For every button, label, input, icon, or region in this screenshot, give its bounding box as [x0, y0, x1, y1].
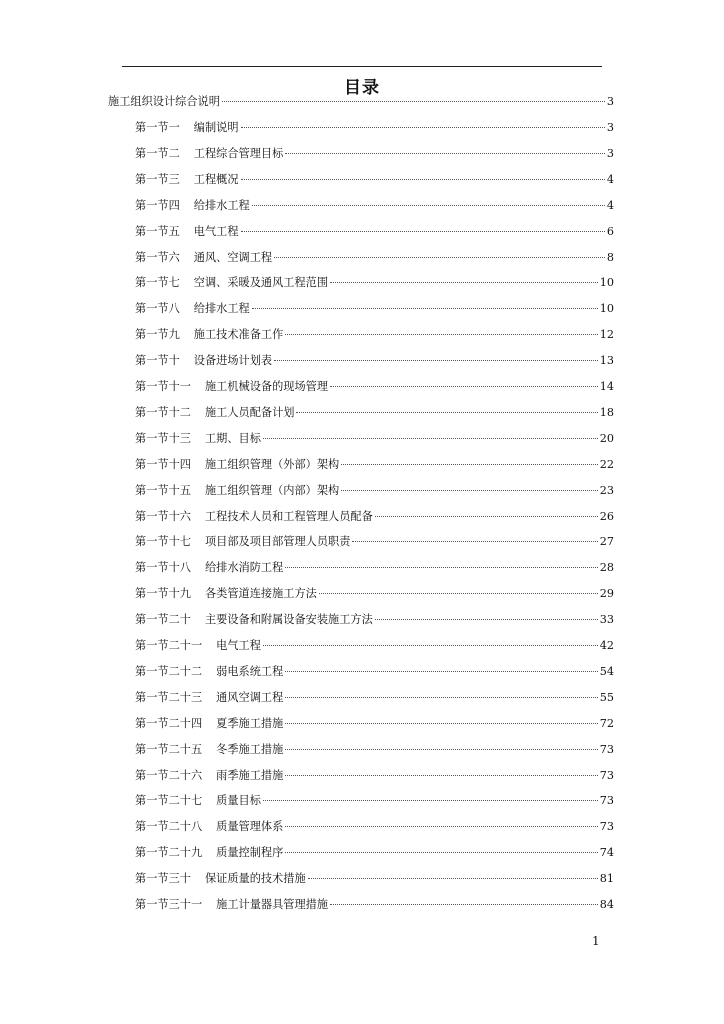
toc-entry-page: 33: [599, 613, 614, 627]
toc-entry-label: [135, 120, 239, 136]
toc-entry-number: 第一节二十三: [135, 690, 203, 704]
toc-entry[interactable]: [135, 768, 614, 784]
toc-entry-number: 第一节九: [135, 328, 180, 342]
toc-entry-number: 第一节十: [135, 354, 180, 368]
toc-entry-text: 编制说明: [193, 121, 239, 134]
toc-entry-page: 54: [599, 664, 614, 678]
dot-leader: [274, 257, 605, 258]
dot-leader: [252, 205, 605, 206]
toc-entry-page: 3: [606, 146, 614, 160]
toc-entry-page: 4: [606, 172, 614, 186]
toc-entry-page: 27: [599, 535, 614, 549]
toc-entry[interactable]: [135, 224, 614, 240]
toc-entry[interactable]: [135, 405, 614, 421]
dot-leader: [330, 386, 598, 387]
toc-entry-page: 73: [599, 820, 614, 834]
toc-entry-page: 23: [599, 483, 614, 497]
toc-entry-text: 弱电系统工程: [216, 664, 284, 678]
toc-entry-number: 第一节十二: [135, 405, 191, 419]
toc-entry[interactable]: [135, 612, 614, 628]
toc-entry-page: 74: [599, 846, 614, 860]
toc-entry-page: 13: [599, 354, 614, 368]
dot-leader: [375, 619, 598, 620]
toc-entry-page: 42: [599, 639, 614, 652]
dot-leader: [330, 904, 598, 905]
toc-entry-text: 空调、采暖及通风工程范围: [193, 276, 329, 290]
dot-leader: [285, 723, 597, 724]
toc-entry-label: [135, 897, 328, 913]
toc-entry-label: [135, 146, 283, 162]
page-number: 1: [592, 934, 600, 948]
toc-entry-number: 第一节二十八: [135, 820, 203, 834]
toc-entry-page: 81: [599, 872, 614, 886]
dot-leader: [241, 231, 605, 232]
toc-entry-text: 施工机械设备的现场管理: [204, 380, 329, 393]
dot-leader: [222, 101, 605, 102]
toc-entry-page: 14: [599, 380, 614, 393]
toc-entry-label: [135, 172, 239, 188]
toc-entry[interactable]: [135, 301, 614, 317]
toc-entry-text: 施工组织管理（内部）架构: [204, 483, 340, 497]
dot-leader: [341, 464, 598, 465]
toc-entry[interactable]: [135, 146, 614, 162]
toc-entry-number: 第一节一: [135, 121, 180, 134]
toc-entry-text: 电气工程: [216, 639, 261, 652]
toc-entry-label: [135, 560, 283, 576]
dot-leader: [330, 282, 598, 283]
toc-entry-label: [135, 301, 250, 317]
toc-entry[interactable]: [135, 431, 614, 447]
toc-entry[interactable]: [135, 379, 614, 395]
dot-leader: [308, 878, 598, 879]
toc-entry-number: 第一节十三: [135, 431, 191, 445]
toc-entry-label: [135, 638, 261, 654]
toc-entry[interactable]: [135, 327, 614, 343]
toc-entry-page: 6: [606, 224, 614, 238]
toc-entry[interactable]: [135, 664, 614, 680]
toc-entry-label: [135, 793, 261, 809]
toc-entry-label: [135, 509, 373, 525]
dot-leader: [296, 412, 597, 413]
toc-entry[interactable]: [135, 742, 614, 758]
dot-leader: [285, 334, 597, 335]
toc-entry-page: 3: [606, 121, 614, 134]
toc-entry-number: 第一节十八: [135, 561, 191, 575]
toc-entry-page: 3: [606, 95, 614, 108]
toc-entry-number: 第一节二十六: [135, 768, 203, 782]
toc-entry-label: [135, 845, 283, 861]
dot-leader: [274, 360, 598, 361]
toc-entry[interactable]: [135, 638, 614, 654]
toc-entry-number: 第一节二十七: [135, 794, 203, 808]
dot-leader: [252, 308, 598, 309]
toc-entry-text: 工期、目标: [204, 431, 261, 445]
toc-entry[interactable]: [135, 172, 614, 188]
toc-entry[interactable]: [135, 509, 614, 525]
toc-entry-text: 工程综合管理目标: [193, 146, 284, 160]
header-rule: [122, 66, 602, 67]
toc-entry-page: 12: [599, 328, 614, 342]
toc-entry[interactable]: [135, 250, 614, 266]
toc-entry[interactable]: [135, 275, 614, 291]
toc-entry-label: [135, 198, 250, 214]
toc-entry-label: [135, 275, 328, 291]
toc-entry[interactable]: [135, 690, 614, 706]
toc-entry[interactable]: [135, 457, 614, 473]
toc-entry-number: 第一节二十二: [135, 664, 203, 678]
toc-entry-number: 第一节二十四: [135, 716, 203, 730]
dot-leader: [285, 567, 597, 568]
toc-entry-page: 73: [599, 742, 614, 756]
toc-entry-number: 第一节六: [135, 250, 180, 264]
toc-entry[interactable]: [135, 716, 614, 732]
toc-entry-label: [135, 871, 306, 887]
toc-entry-text: 施工组织管理（外部）架构: [204, 457, 340, 471]
toc-entry-label: [135, 224, 239, 240]
toc-entry-text: 给排水工程: [193, 198, 250, 212]
toc-entry[interactable]: [135, 845, 614, 861]
dot-leader: [241, 179, 605, 180]
toc-entry-page: 55: [599, 690, 614, 704]
toc-entry-text: 主要设备和附属设备安装施工方法: [204, 613, 373, 627]
toc-entry-number: 第一节二: [135, 146, 180, 160]
toc-entry-number: 第一节八: [135, 302, 180, 316]
toc-entry-page: 8: [606, 250, 614, 264]
toc-entry-label: [135, 483, 339, 499]
toc-entry-number: 第一节二十一: [135, 639, 203, 652]
dot-leader: [263, 645, 598, 646]
toc-entry-label: [135, 742, 283, 758]
toc-entry-text: 电气工程: [193, 224, 239, 238]
toc-entry[interactable]: [135, 871, 614, 887]
toc-entry-text: 通风空调工程: [216, 690, 284, 704]
toc-entry[interactable]: [135, 819, 614, 835]
dot-leader: [341, 490, 598, 491]
toc-entry-page: 73: [599, 768, 614, 782]
dot-leader: [241, 127, 605, 128]
toc-entry-page: 22: [599, 457, 614, 471]
toc-entry-page: 20: [599, 431, 614, 445]
toc-entry-number: 第一节二十九: [135, 846, 203, 860]
toc-entry-label: [135, 768, 283, 784]
dot-leader: [263, 438, 598, 439]
dot-leader: [285, 775, 597, 776]
toc-entry-label: [135, 405, 294, 421]
toc-entry-text: 项目部及项目部管理人员职责: [204, 535, 351, 549]
toc-entry-label: [135, 690, 283, 706]
dot-leader: [285, 749, 597, 750]
toc-entry-page: 4: [606, 198, 614, 212]
toc-entry-text: 质量管理体系: [216, 820, 284, 834]
toc-entry-text: 施工人员配备计划: [204, 405, 295, 419]
toc-entry-page: 10: [599, 302, 614, 316]
toc-entry-text: 施工计量器具管理措施: [216, 898, 329, 911]
toc-entry-number: 第一节七: [135, 276, 180, 290]
toc-entry[interactable]: [135, 897, 614, 913]
toc-entry-label: [135, 431, 261, 447]
dot-leader: [285, 153, 605, 154]
toc-entry-label: [135, 457, 339, 473]
dot-leader: [375, 516, 598, 517]
toc-entry-text: 给排水消防工程: [204, 561, 284, 575]
toc-entry[interactable]: [135, 534, 614, 550]
toc-entry-text: 给排水工程: [193, 302, 250, 316]
toc-entry-text: 通风、空调工程: [193, 250, 273, 264]
toc-entry-text: 各类管道连接施工方法: [204, 587, 317, 601]
toc-entry-label: [135, 586, 317, 602]
toc-entry-number: 第一节二十五: [135, 742, 203, 756]
toc-entry-page: 26: [599, 509, 614, 523]
toc-entry-page: 73: [599, 794, 614, 808]
toc-entry-text: 质量目标: [216, 794, 261, 808]
dot-leader: [319, 593, 598, 594]
toc-entry-page: 18: [599, 405, 614, 419]
toc-entry-number: 第一节三十: [135, 872, 191, 886]
toc-entry-number: 第一节四: [135, 198, 180, 212]
toc-entry-text: 施工技术准备工作: [193, 328, 284, 342]
toc-entry-number: 第一节十九: [135, 587, 191, 601]
dot-leader: [263, 800, 598, 801]
toc-entry-label: [135, 716, 283, 732]
toc-entry-text: 夏季施工措施: [216, 716, 284, 730]
toc-entry-page: 72: [599, 716, 614, 730]
toc-entry[interactable]: [135, 198, 614, 214]
toc-entry[interactable]: [135, 586, 614, 602]
toc-entry[interactable]: [135, 560, 614, 576]
toc-entry-label: [135, 534, 350, 550]
toc-entry-number: 第一节十一: [135, 380, 191, 393]
toc-entry-text: 雨季施工措施: [216, 768, 284, 782]
toc-entry-text: 保证质量的技术措施: [204, 872, 306, 886]
toc-entry-label: [135, 327, 283, 343]
toc-entry-label: [135, 379, 328, 395]
toc-entry-text: 设备进场计划表: [193, 354, 273, 368]
toc-entry-text: 施工组织设计综合说明: [108, 95, 220, 108]
toc-entry[interactable]: [135, 120, 614, 136]
toc-entry-number: 第一节三: [135, 172, 180, 186]
toc-entry-number: 第一节十七: [135, 535, 191, 549]
toc-entry-page: 28: [599, 561, 614, 575]
toc-entry-text: 质量控制程序: [216, 846, 284, 860]
toc-entry-text: 工程技术人员和工程管理人员配备: [204, 509, 373, 523]
toc-entry[interactable]: [135, 483, 614, 499]
toc-entry[interactable]: [135, 793, 614, 809]
dot-leader: [285, 671, 597, 672]
toc-entry-text: 冬季施工措施: [216, 742, 284, 756]
toc-entry-label: [135, 250, 272, 266]
toc-entry-page: 29: [599, 587, 614, 601]
toc-entry-page: 84: [599, 898, 614, 911]
toc-entry-text: 工程概况: [193, 172, 239, 186]
dot-leader: [352, 541, 597, 542]
toc-entry-label: [135, 664, 283, 680]
dot-leader: [285, 852, 597, 853]
toc-entry-number: 第一节二十: [135, 613, 191, 627]
toc-entry-top[interactable]: [108, 94, 614, 110]
toc-entry-number: 第一节五: [135, 224, 180, 238]
toc-entry-number: 第一节三十一: [135, 898, 203, 911]
toc-entry-label: [135, 612, 373, 628]
toc-entry-number: 第一节十五: [135, 483, 191, 497]
toc-entry-page: 10: [599, 276, 614, 290]
toc-entry-number: 第一节十四: [135, 457, 191, 471]
toc-entry[interactable]: [135, 353, 614, 369]
dot-leader: [285, 697, 597, 698]
toc-entry-label: [135, 819, 283, 835]
toc-title: 目录: [344, 78, 380, 98]
dot-leader: [285, 826, 597, 827]
toc-entry-number: 第一节十六: [135, 509, 191, 523]
toc-entry-label: [135, 353, 272, 369]
